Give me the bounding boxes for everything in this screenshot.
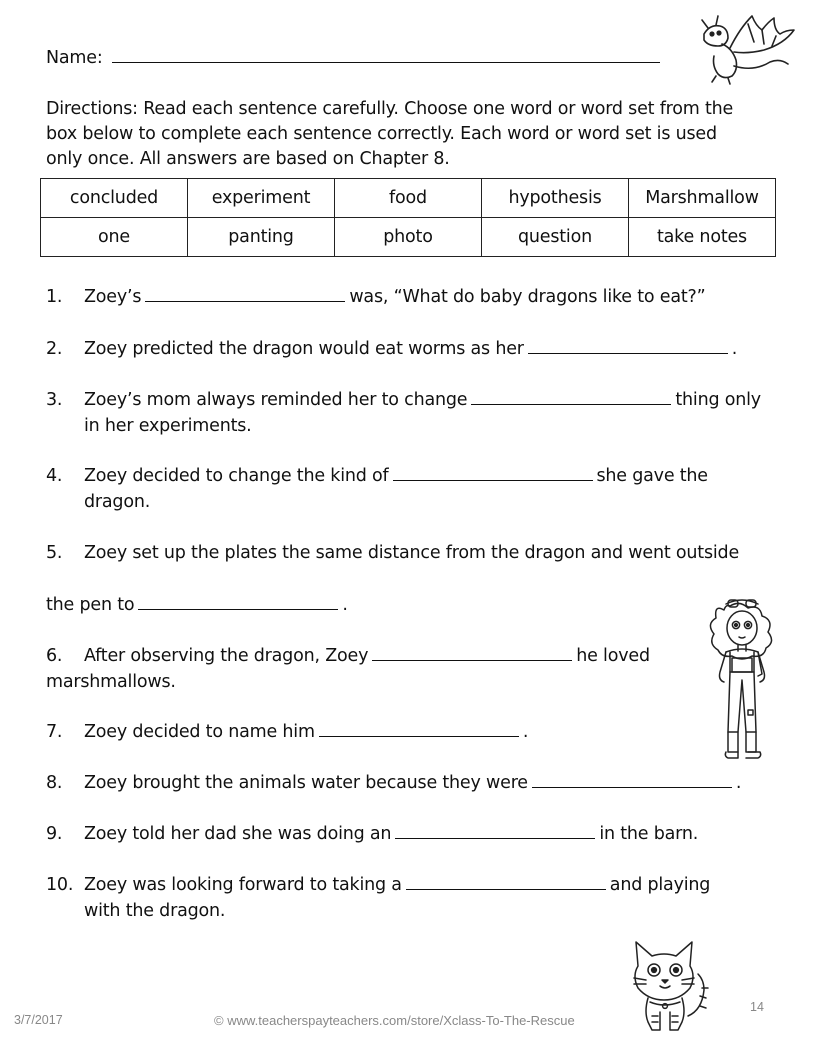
question-text: and playing (609, 875, 711, 895)
answer-blank[interactable] (138, 595, 338, 610)
question-1 (46, 287, 705, 307)
cat-illustration (624, 936, 716, 1038)
question-text: she gave the (596, 466, 708, 486)
question-number: 4. (46, 466, 63, 486)
question-6-continued (46, 672, 176, 692)
question-text: Zoey’s (84, 287, 142, 307)
question-text: . (735, 773, 742, 793)
name-field[interactable] (46, 48, 664, 68)
question-text: Zoey told her dad she was doing an (84, 824, 392, 844)
question-text: thing only (675, 390, 761, 410)
question-4 (46, 466, 708, 512)
question-number: 2. (46, 339, 63, 359)
word-bank-cell: Marshmallow (629, 179, 776, 218)
question-text: After observing the dragon, Zoey (84, 646, 369, 666)
question-text: Zoey decided to change the kind of (84, 466, 389, 486)
question-text: Zoey predicted the dragon would eat worms as her (84, 339, 524, 359)
question-number: 6. (46, 646, 63, 666)
question-text: Zoey brought the animals water because they were (84, 773, 528, 793)
answer-blank[interactable] (145, 287, 345, 302)
answer-blank[interactable] (372, 646, 572, 661)
question-text-continued: dragon. (84, 492, 151, 512)
question-text-continued: with the dragon. (84, 901, 226, 921)
question-8 (46, 773, 741, 793)
question-text-continued: marshmallows. (46, 672, 176, 692)
word-bank-cell: photo (335, 218, 482, 257)
word-bank-cell: hypothesis (482, 179, 629, 218)
answer-blank[interactable] (471, 390, 671, 405)
question-5-continued (46, 595, 348, 615)
page-number: 14 (750, 1000, 764, 1014)
name-blank[interactable] (112, 48, 660, 63)
word-bank-row (41, 179, 776, 218)
question-number: 3. (46, 390, 63, 410)
question-number: 9. (46, 824, 63, 844)
word-bank-cell: panting (188, 218, 335, 257)
question-number: 1. (46, 287, 63, 307)
question-text: the pen to (46, 595, 135, 615)
question-number: 8. (46, 773, 63, 793)
word-bank-table (40, 178, 776, 257)
question-6 (46, 646, 650, 666)
question-10 (46, 875, 711, 921)
question-number: 5. (46, 543, 63, 563)
word-bank-row (41, 218, 776, 257)
word-bank-cell: experiment (188, 179, 335, 218)
question-2 (46, 339, 737, 359)
word-bank-cell: question (482, 218, 629, 257)
answer-blank[interactable] (395, 824, 595, 839)
question-text: . (522, 722, 529, 742)
question-3 (46, 390, 761, 436)
question-text: in the barn. (599, 824, 699, 844)
answer-blank[interactable] (528, 339, 728, 354)
question-text: Zoey decided to name him (84, 722, 315, 742)
answer-blank[interactable] (406, 875, 606, 890)
question-text-continued: in her experiments. (84, 416, 252, 436)
question-text: he loved (576, 646, 650, 666)
directions-text: Directions: Read each sentence carefully. Choose one word or word set from the box below to complete each sentence correctly. Each word or word set is used only once. All answers are based on Chapter 8. (46, 99, 734, 169)
question-text: . (731, 339, 738, 359)
dragon-illustration (686, 8, 802, 88)
footer-copyright: © www.teacherspayteachers.com/store/Xclass-To-The-Rescue (214, 1013, 575, 1028)
question-number: 10. (46, 875, 74, 895)
word-bank-cell: food (335, 179, 482, 218)
name-label: Name: (46, 48, 103, 68)
answer-blank[interactable] (393, 466, 593, 481)
question-9 (46, 824, 698, 844)
word-bank-cell: one (41, 218, 188, 257)
question-text: Zoey set up the plates the same distance from the dragon and went outside (84, 543, 740, 563)
girl-illustration (702, 592, 782, 788)
question-7 (46, 722, 528, 742)
answer-blank[interactable] (319, 722, 519, 737)
question-text: Zoey’s mom always reminded her to change (84, 390, 468, 410)
question-5 (46, 543, 739, 563)
question-text: was, “What do baby dragons like to eat?” (349, 287, 706, 307)
word-bank-cell: concluded (41, 179, 188, 218)
footer-date: 3/7/2017 (14, 1013, 63, 1027)
question-text: Zoey was looking forward to taking a (84, 875, 402, 895)
question-number: 7. (46, 722, 63, 742)
question-text: . (342, 595, 348, 615)
word-bank-cell: take notes (629, 218, 776, 257)
